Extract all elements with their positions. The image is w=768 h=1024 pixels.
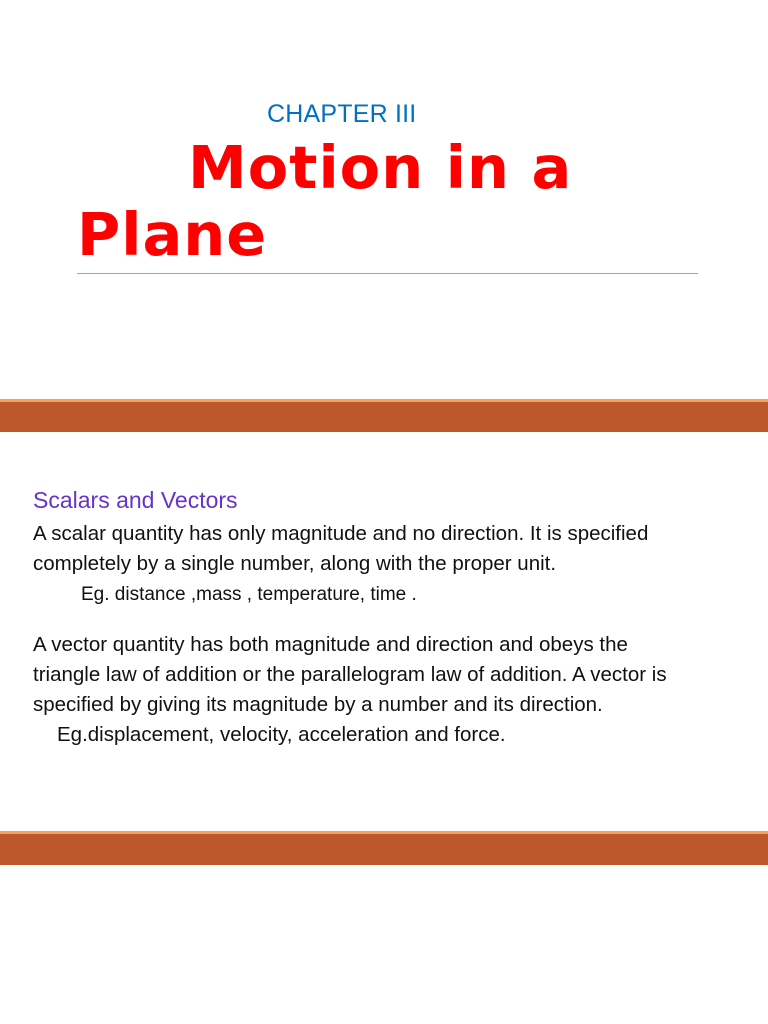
chapter-label: CHAPTER III bbox=[267, 100, 417, 128]
band-highlight-edge bbox=[0, 399, 768, 402]
vector-definition-line: triangle law of addition or the parallelogram law of addition. A vector is bbox=[33, 663, 667, 686]
slide-separator-band-bottom bbox=[0, 831, 768, 865]
slide-title-line-1: Motion in a bbox=[188, 133, 573, 202]
band-highlight-edge bbox=[0, 831, 768, 834]
vector-definition-line: specified by giving its magnitude by a number and its direction. bbox=[33, 693, 603, 716]
slide-title bbox=[77, 134, 717, 268]
vector-example: Eg.displacement, velocity, acceleration and force. bbox=[57, 723, 506, 746]
vector-definition bbox=[33, 630, 667, 720]
scalar-definition-line: A scalar quantity has only magnitude and no direction. It is specified bbox=[33, 522, 649, 545]
title-divider bbox=[77, 273, 698, 274]
scalar-definition bbox=[33, 519, 648, 579]
slide-separator-band-top bbox=[0, 399, 768, 432]
scalar-example: Eg. distance ,mass , temperature, time . bbox=[81, 584, 417, 605]
scalar-definition-line: completely by a single number, along with the proper unit. bbox=[33, 552, 557, 575]
vector-definition-line: A vector quantity has both magnitude and direction and obeys the bbox=[33, 633, 628, 656]
section-heading: Scalars and Vectors bbox=[33, 487, 238, 513]
slide-title-line-2: Plane bbox=[77, 200, 268, 269]
